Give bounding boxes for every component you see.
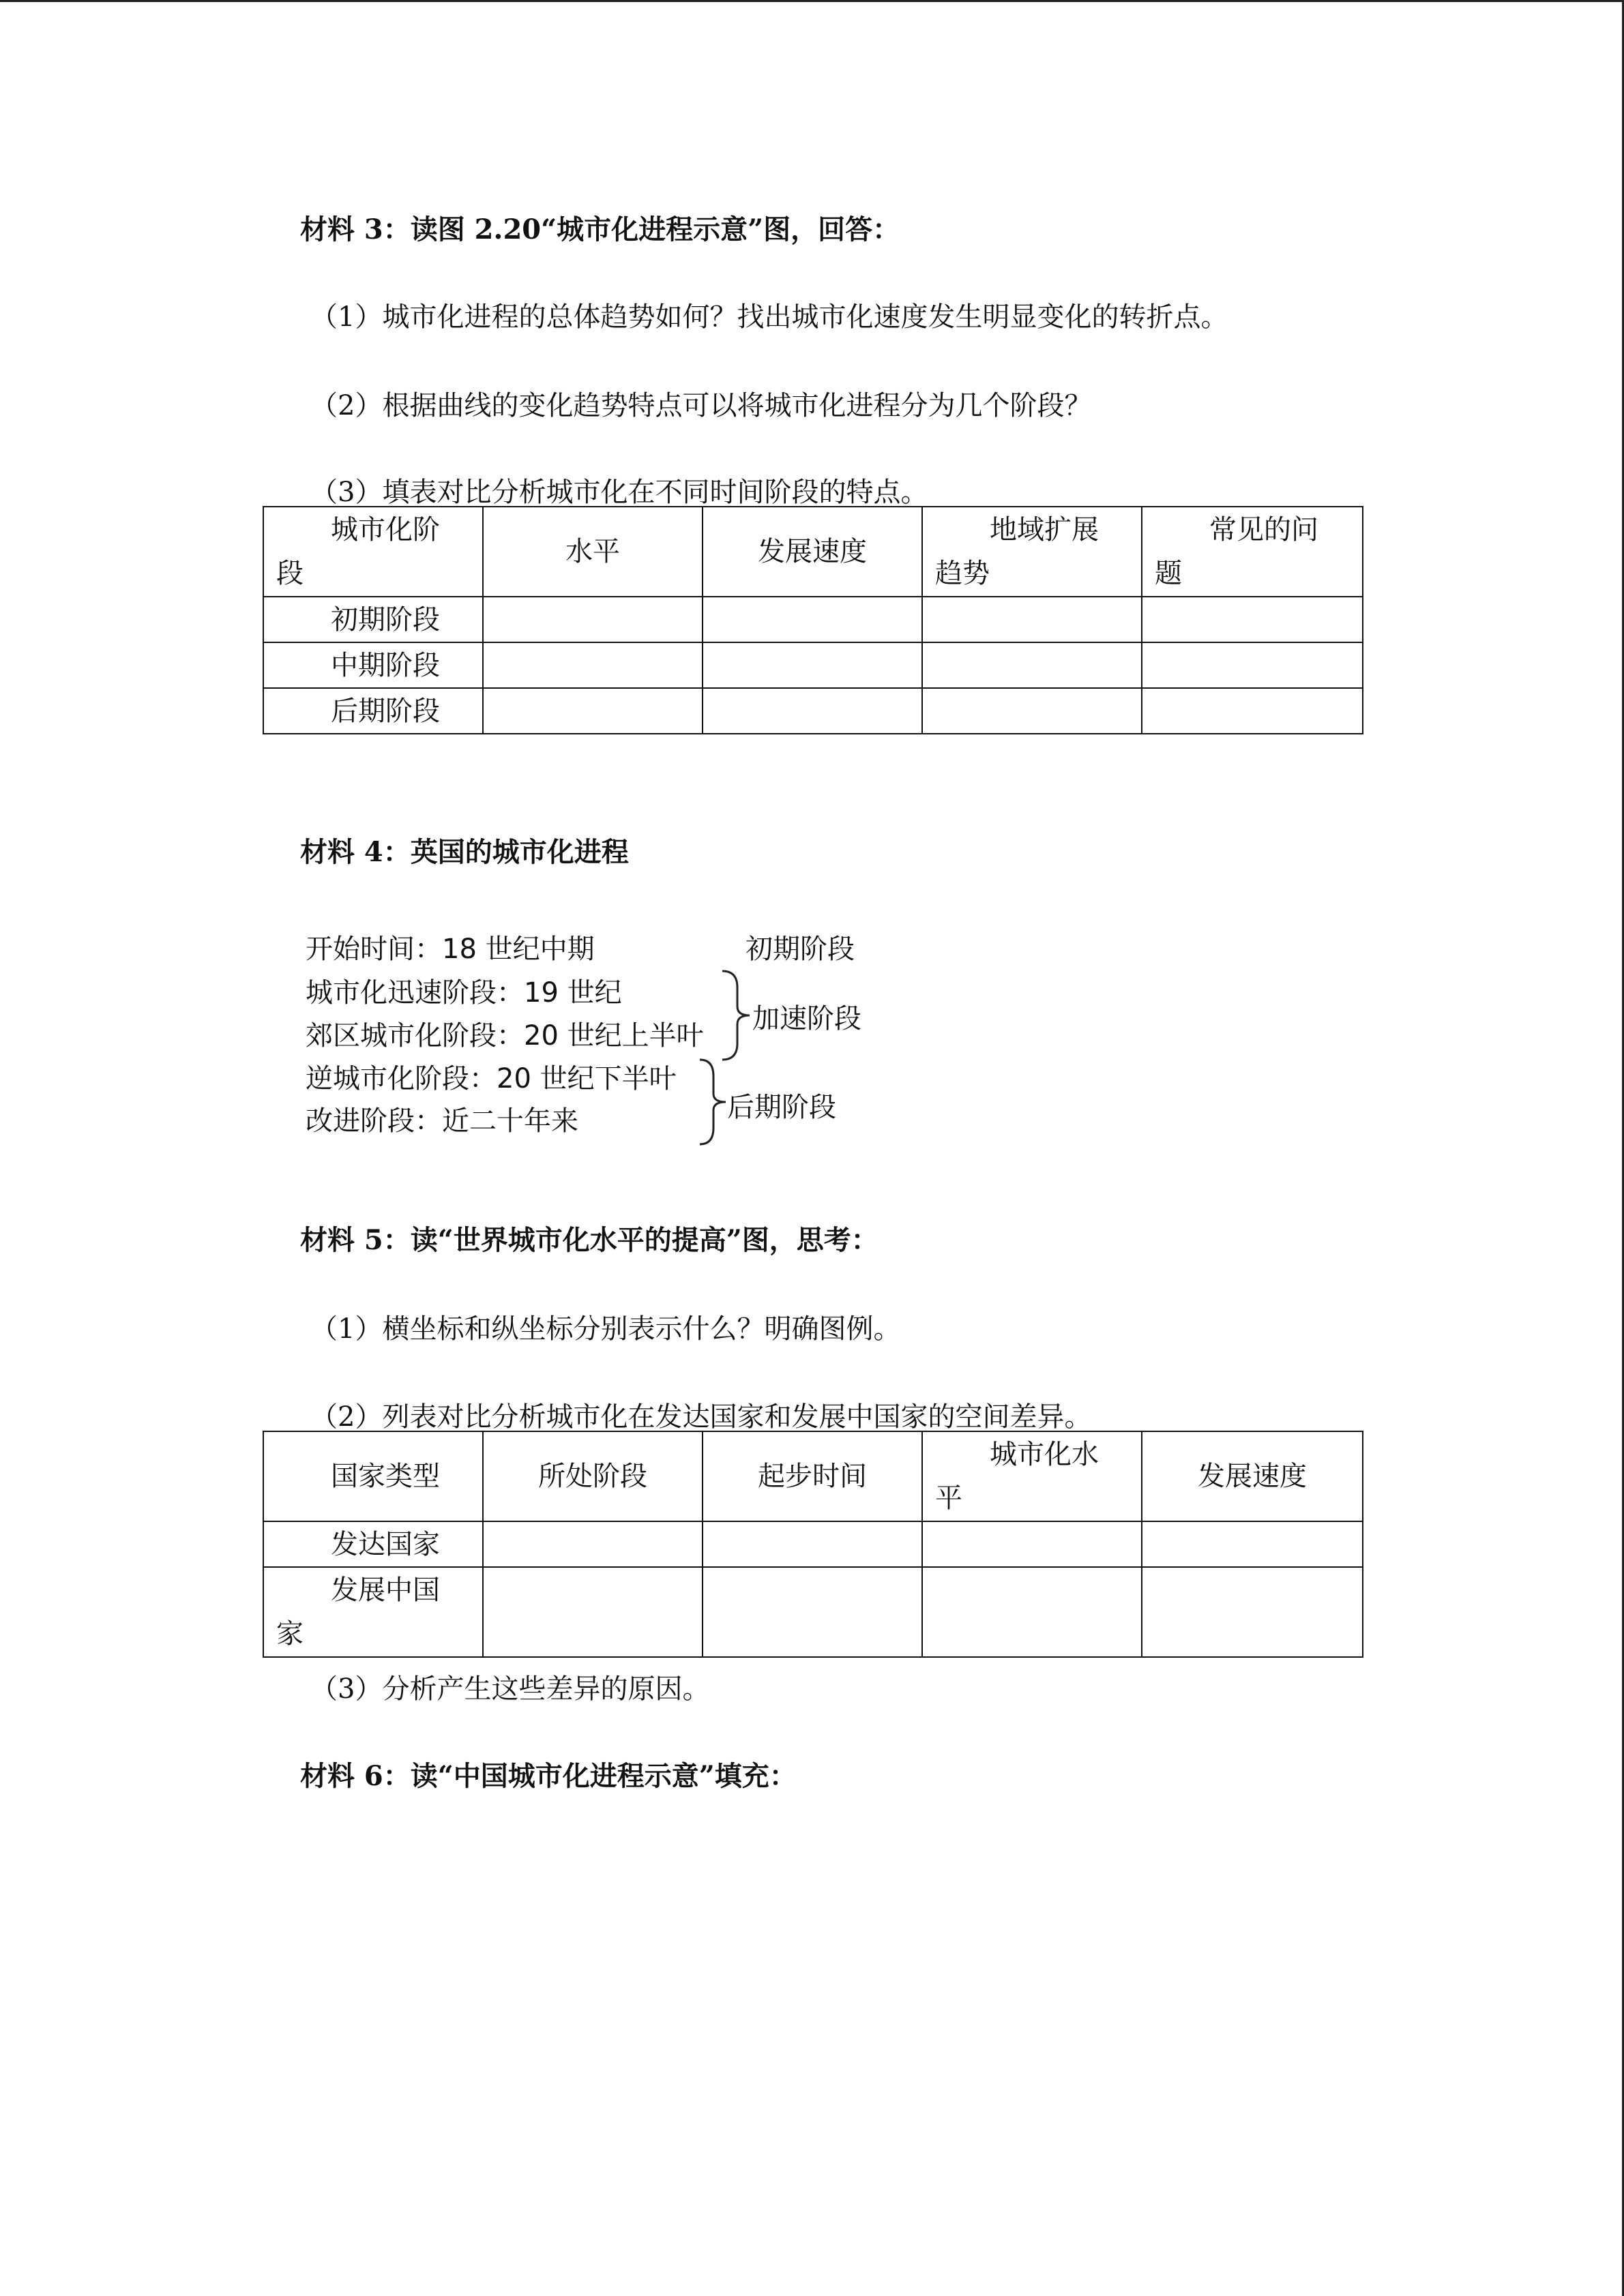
material5-country-table (263, 1431, 1363, 1658)
timeline-line: 郊区城市化阶段：20 世纪上半叶 (306, 1020, 704, 1052)
timeline-line: 逆城市化阶段：20 世纪下半叶 (306, 1063, 677, 1094)
brace-icon (720, 968, 754, 1062)
header-speed: 发展速度 (1142, 1431, 1363, 1521)
blank-cell[interactable] (483, 688, 703, 734)
blank-cell[interactable] (483, 597, 703, 642)
material5-question-3: （3）分析产生这些差异的原因。 (310, 1673, 710, 1705)
stage-label: 后期阶段 (727, 1092, 836, 1123)
timeline-line: 改进阶段：近二十年来 (306, 1105, 578, 1137)
table-row (263, 688, 1363, 734)
stage-label: 加速阶段 (752, 1003, 861, 1034)
blank-cell[interactable] (703, 688, 922, 734)
timeline-line: 开始时间：18 世纪中期 (306, 934, 595, 965)
blank-cell[interactable] (1142, 1567, 1363, 1657)
blank-cell[interactable] (703, 1567, 922, 1657)
blank-cell[interactable] (1142, 597, 1363, 642)
material3-question-2: （2）根据曲线的变化趋势特点可以将城市化进程分为几个阶段？ (310, 390, 1092, 421)
table-row (263, 1521, 1363, 1567)
blank-cell[interactable] (483, 1521, 703, 1567)
table-header-row (263, 507, 1363, 597)
row-label: 初期阶段 (263, 597, 483, 642)
brace-icon (697, 1057, 728, 1147)
material5-question-2: （2）列表对比分析城市化在发达国家和发展中国家的空间差异。 (310, 1401, 1092, 1433)
blank-cell[interactable] (703, 642, 922, 688)
table-header-row (263, 1431, 1363, 1521)
material3-question-1: （1）城市化进程的总体趋势如何？找出城市化速度发生明显变化的转折点。 (310, 301, 1228, 333)
table-row (263, 642, 1363, 688)
material3-question-3: （3）填表对比分析城市化在不同时间阶段的特点。 (310, 477, 928, 508)
row-label: 中期阶段 (263, 642, 483, 688)
header-problems: 常见的问 题 (1142, 507, 1363, 597)
blank-cell[interactable] (922, 1521, 1142, 1567)
header-level: 水平 (483, 507, 703, 597)
blank-cell[interactable] (922, 642, 1142, 688)
row-label: 发达国家 (263, 1521, 483, 1567)
timeline-line: 城市化迅速阶段：19 世纪 (306, 977, 622, 1009)
row-label: 发展中国 家 (263, 1567, 483, 1657)
table-row (263, 1567, 1363, 1657)
material5-question-1: （1）横坐标和纵坐标分别表示什么？明确图例。 (310, 1313, 901, 1345)
header-stage: 所处阶段 (483, 1431, 703, 1521)
row-label: 后期阶段 (263, 688, 483, 734)
page-top-border (0, 0, 1624, 2)
blank-cell[interactable] (922, 597, 1142, 642)
material3-heading: 材料 3：读图 2.20“城市化进程示意”图，回答： (300, 213, 900, 245)
header-country-type: 国家类型 (263, 1431, 483, 1521)
header-speed: 发展速度 (703, 507, 922, 597)
table-row (263, 597, 1363, 642)
material6-heading: 材料 6：读“中国城市化进程示意”填充： (300, 1760, 797, 1792)
blank-cell[interactable] (1142, 642, 1363, 688)
blank-cell[interactable] (922, 1567, 1142, 1657)
material3-stage-table (263, 506, 1363, 734)
blank-cell[interactable] (703, 597, 922, 642)
header-urbanization-level: 城市化水 平 (922, 1431, 1142, 1521)
header-expansion: 地域扩展 趋势 (922, 507, 1142, 597)
stage-label: 初期阶段 (745, 934, 855, 965)
header-stage: 城市化阶 段 (263, 507, 483, 597)
blank-cell[interactable] (1142, 688, 1363, 734)
header-start-time: 起步时间 (703, 1431, 922, 1521)
blank-cell[interactable] (1142, 1521, 1363, 1567)
blank-cell[interactable] (483, 642, 703, 688)
material4-heading: 材料 4：英国的城市化进程 (300, 836, 629, 868)
blank-cell[interactable] (922, 688, 1142, 734)
material5-heading: 材料 5：读“世界城市化水平的提高”图，思考： (300, 1224, 879, 1256)
blank-cell[interactable] (483, 1567, 703, 1657)
blank-cell[interactable] (703, 1521, 922, 1567)
